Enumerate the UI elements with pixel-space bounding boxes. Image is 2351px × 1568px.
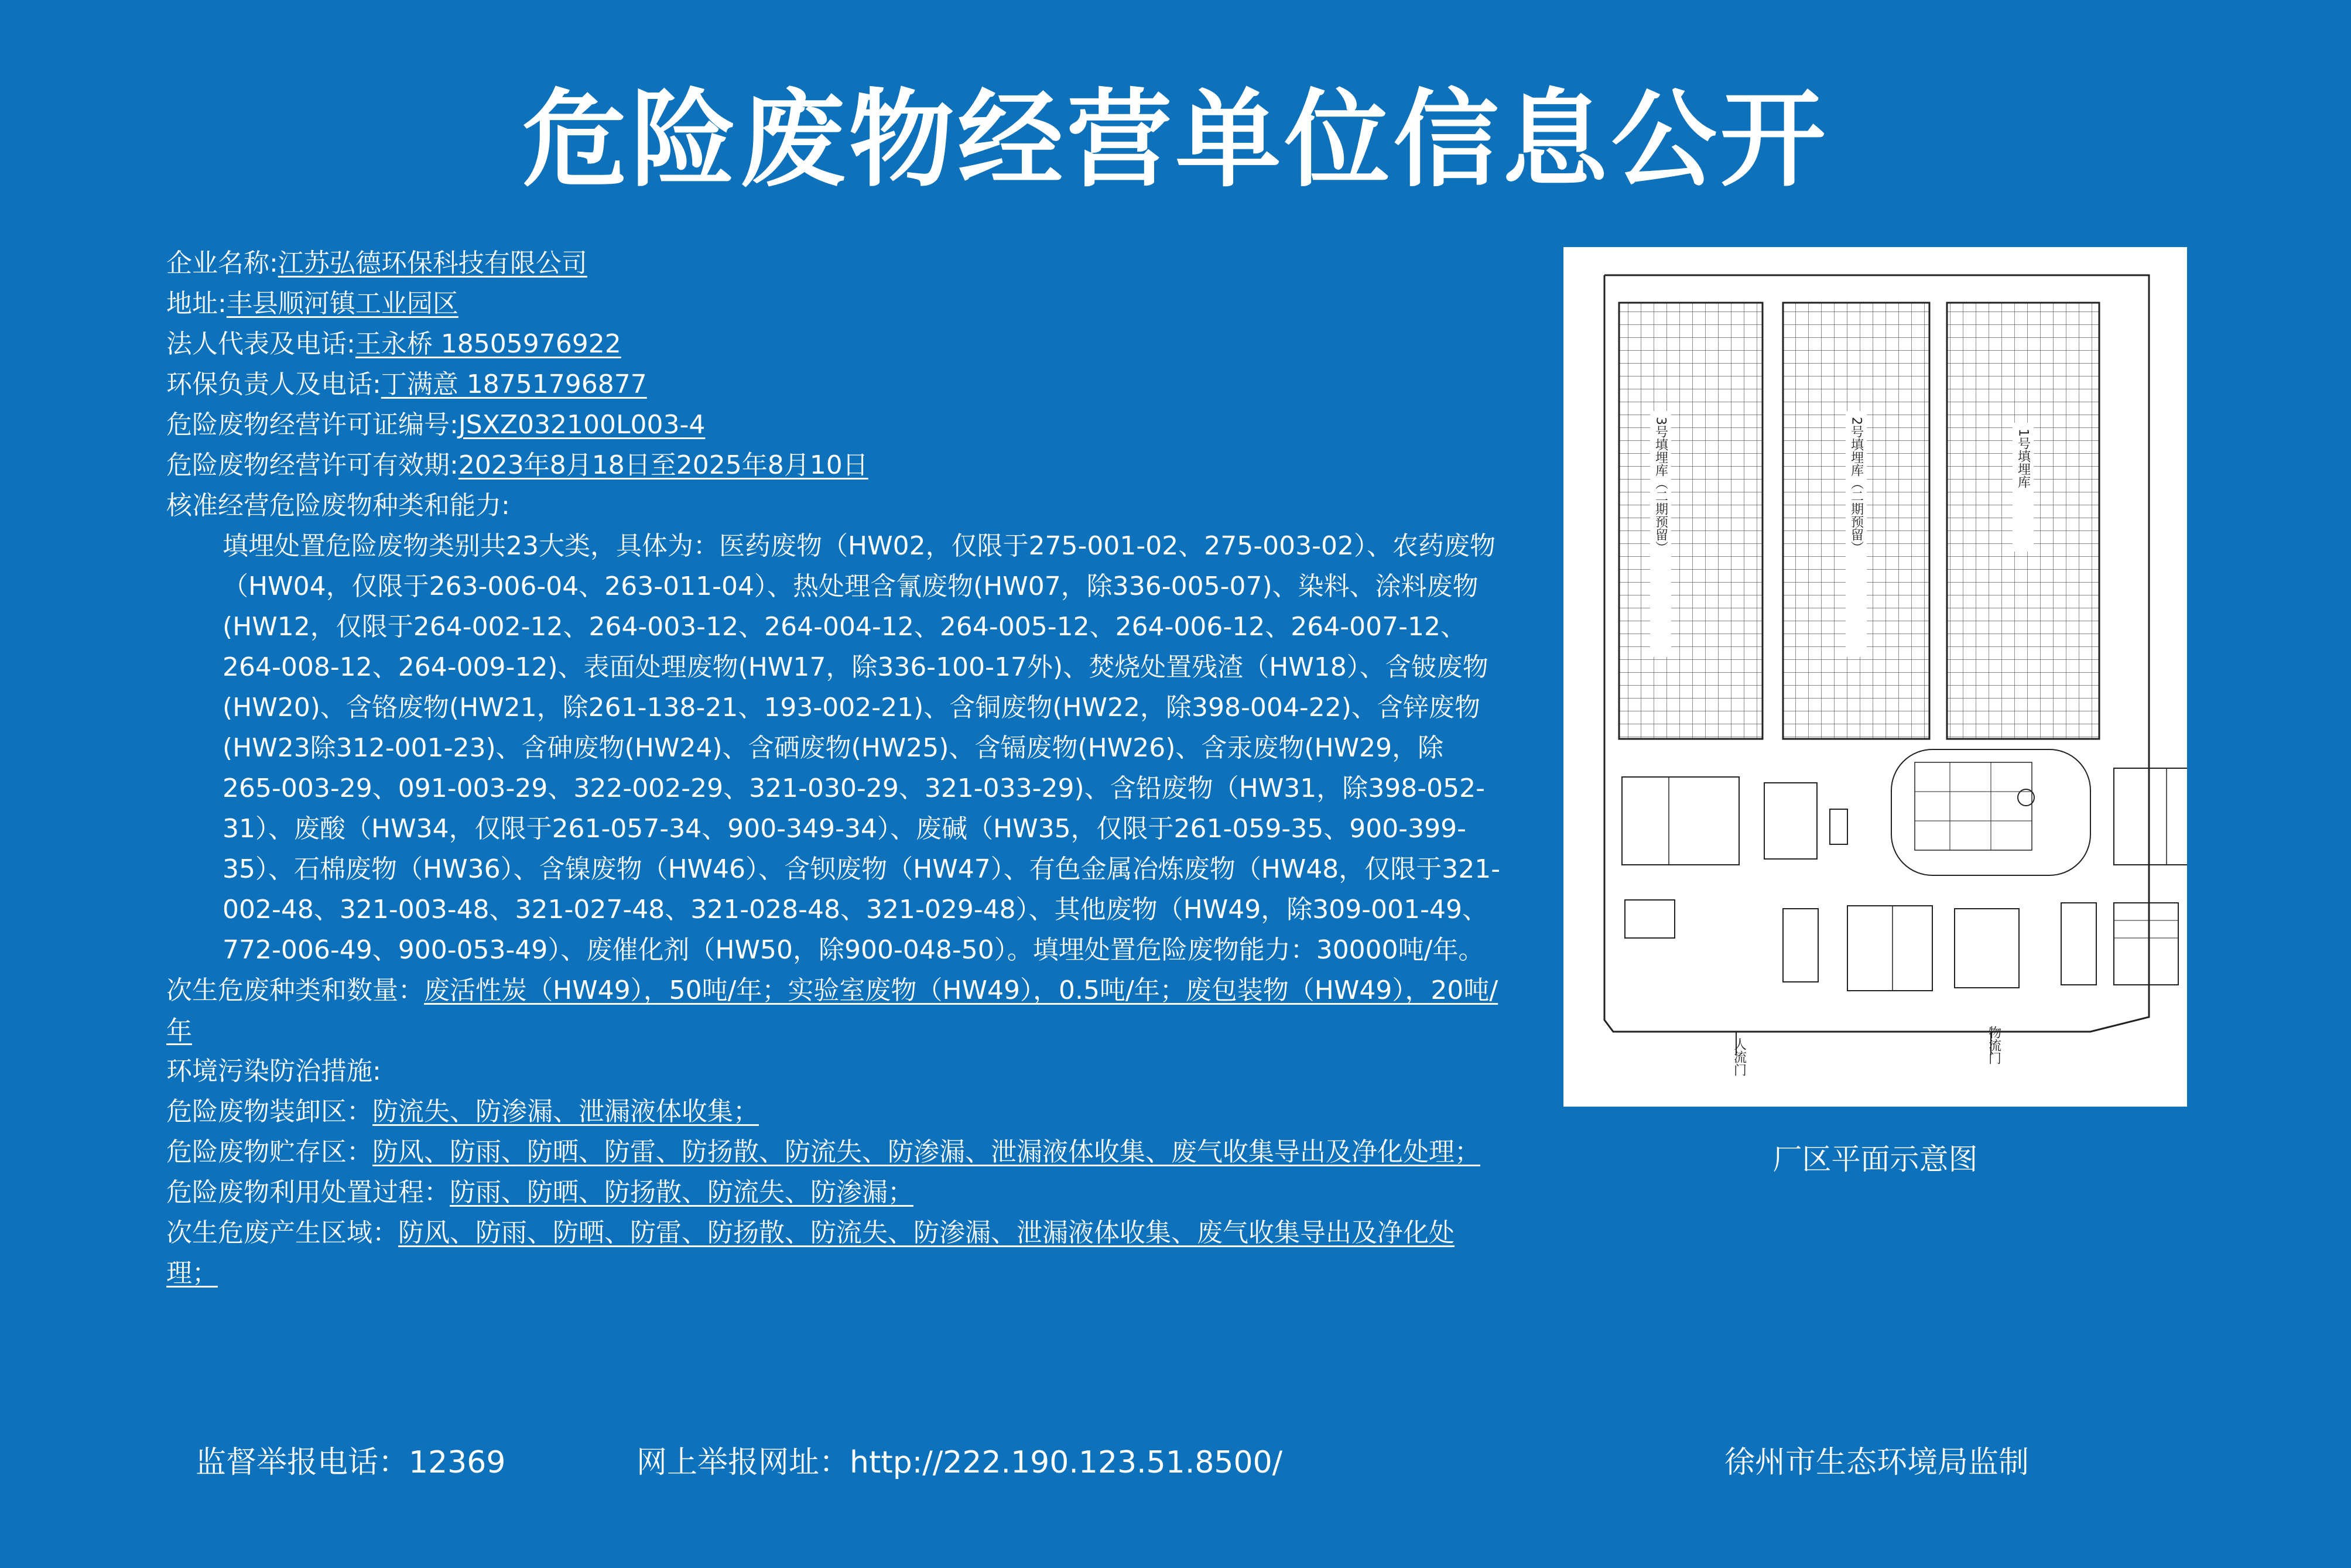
validity-value: 2023年8月18日至2025年8月10日	[458, 450, 868, 480]
pit2-label: 2号填埋库（二期预留）	[1849, 417, 1864, 554]
building-small	[1764, 783, 1817, 859]
address-label: 地址:	[166, 289, 227, 319]
supervisor-label: 徐州市生态环境局监制	[1724, 1445, 2030, 1480]
pit1-label: 1号填埋库	[2015, 429, 2031, 488]
building-utility	[2114, 903, 2178, 985]
building-lab	[1783, 909, 1818, 982]
storage-value: 防风、防雨、防晒、防雷、防扬散、防流失、防渗漏、泄漏液体收集、废气收集导出及净化处理；	[372, 1137, 1480, 1167]
address-value: 丰县顺河镇工业园区	[226, 289, 458, 319]
process-label: 危险废物利用处置过程：	[166, 1177, 450, 1207]
gate-goods-label: 物流门	[1986, 1026, 2001, 1064]
secarea-row	[166, 1213, 1501, 1293]
measures-label: 环境污染防治措施:	[166, 1056, 381, 1086]
validity-row	[166, 445, 1501, 485]
process-value: 防雨、防晒、防扬散、防流失、防渗漏；	[450, 1177, 913, 1207]
report-phone: 监督举报电话：12369	[196, 1445, 506, 1480]
approved-row	[166, 485, 1501, 526]
secondary-value: 废活性炭（HW49），50吨/年；实验室废物（HW49），0.5吨/年；废包装物（HW49），20吨/年	[166, 975, 1498, 1046]
building-storage-1	[1955, 909, 2019, 988]
page-title: 危险废物经营单位信息公开	[522, 79, 1829, 201]
gate-people-label: 人流门	[1731, 1038, 1747, 1076]
building-office	[2114, 768, 2187, 865]
validity-label: 危险废物经营许可有效期:	[166, 450, 458, 480]
storage-row	[166, 1132, 1501, 1172]
license-label: 危险废物经营许可证编号:	[166, 410, 458, 440]
license-value: JSXZ032100L003-4	[458, 410, 706, 440]
env-value: 丁满意 18751796877	[381, 369, 647, 399]
license-row	[166, 405, 1501, 445]
building-storage-3	[1622, 777, 1739, 865]
secarea-label: 次生危废产生区域：	[166, 1218, 398, 1248]
building-small-3	[2061, 903, 2096, 985]
secondary-row	[166, 970, 1501, 1051]
report-url[interactable]: 网上举报网址：http://222.190.123.51.8500/	[636, 1445, 1283, 1480]
address-row	[166, 283, 1501, 324]
legal-value: 王永桥 18505976922	[355, 329, 621, 359]
approved-label: 核准经营危险废物种类和能力:	[166, 491, 510, 521]
legal-label: 法人代表及电话:	[166, 329, 355, 359]
env-row	[166, 364, 1501, 405]
company-label: 企业名称:	[166, 248, 278, 278]
site-plan	[1563, 247, 2187, 1107]
process-row	[166, 1172, 1501, 1213]
unload-label: 危险废物装卸区：	[166, 1097, 372, 1127]
plan-caption: 厂区平面示意图	[1772, 1142, 1978, 1176]
storage-label: 危险废物贮存区：	[166, 1137, 372, 1167]
unload-row	[166, 1091, 1501, 1132]
company-value: 江苏弘德环保科技有限公司	[278, 248, 587, 278]
legal-row	[166, 324, 1501, 364]
env-label: 环保负责人及电话:	[166, 369, 381, 399]
site-plan-drawing	[1563, 247, 2187, 1107]
building-storage-2	[1847, 906, 1932, 991]
pit3-label: 3号填埋库（二期预留）	[1653, 417, 1668, 554]
landfill-pit-3	[1619, 303, 1763, 739]
building-small-2	[1625, 900, 1675, 938]
approved-text: 填埋处置危险废物类别共23大类，具体为：医药废物（HW02，仅限于275-001-02、275-003-02）、农药废物（HW04，仅限于263-006-04、263-011-04）、热处理含氰废物(HW07，除336-005-07)、染料、涂料废物(HW12，仅限于264-002-12、264-003-12、264-004-12、264-005-12、264-006-12、264-007-12、264-008-12、264-009-12)、表面处理废物(HW17，除336-100-17外)、焚烧处置残渣（HW18）、含铍废物(HW20)、含铬废物(HW21，除261-138-21、193-002-21)、含铜废物(HW22，除398-004-22)、含锌废物(HW23除312-001-23)、含砷废物(HW24)、含硒废物(HW25)、含镉废物(HW26)、含汞废物(HW29，除265-003-29、091-003-29、322-002-29、321-030-29、321-033-29)、含铅废物（HW31，除398-052-31）、废酸（HW34，仅限于261-057-34、900-349-34）、废碱（HW35，仅限于261-059-35、900-399-35）、石棉废物（HW36）、含镍废物（HW46）、含钡废物（HW47）、有色金属冶炼废物（HW48，仅限于321-002-48、321-003-48、321-027-48、321-028-48、321-029-48）、其他废物（HW49，除309-001-49、772-006-49、900-053-49）、废催化剂（HW50，除900-048-50）。填埋处置危险废物能力：30000吨/年。	[223, 531, 1501, 965]
unload-value: 防流失、防渗漏、泄漏液体收集；	[372, 1097, 759, 1127]
measures-row	[166, 1051, 1501, 1091]
info-section	[166, 243, 1501, 1293]
company-row	[166, 243, 1501, 283]
secondary-label: 次生危废种类和数量：	[166, 975, 424, 1005]
secarea-value: 防风、防雨、防晒、防雷、防扬散、防流失、防渗漏、泄漏液体收集、废气收集导出及净化处理；	[166, 1218, 1455, 1288]
